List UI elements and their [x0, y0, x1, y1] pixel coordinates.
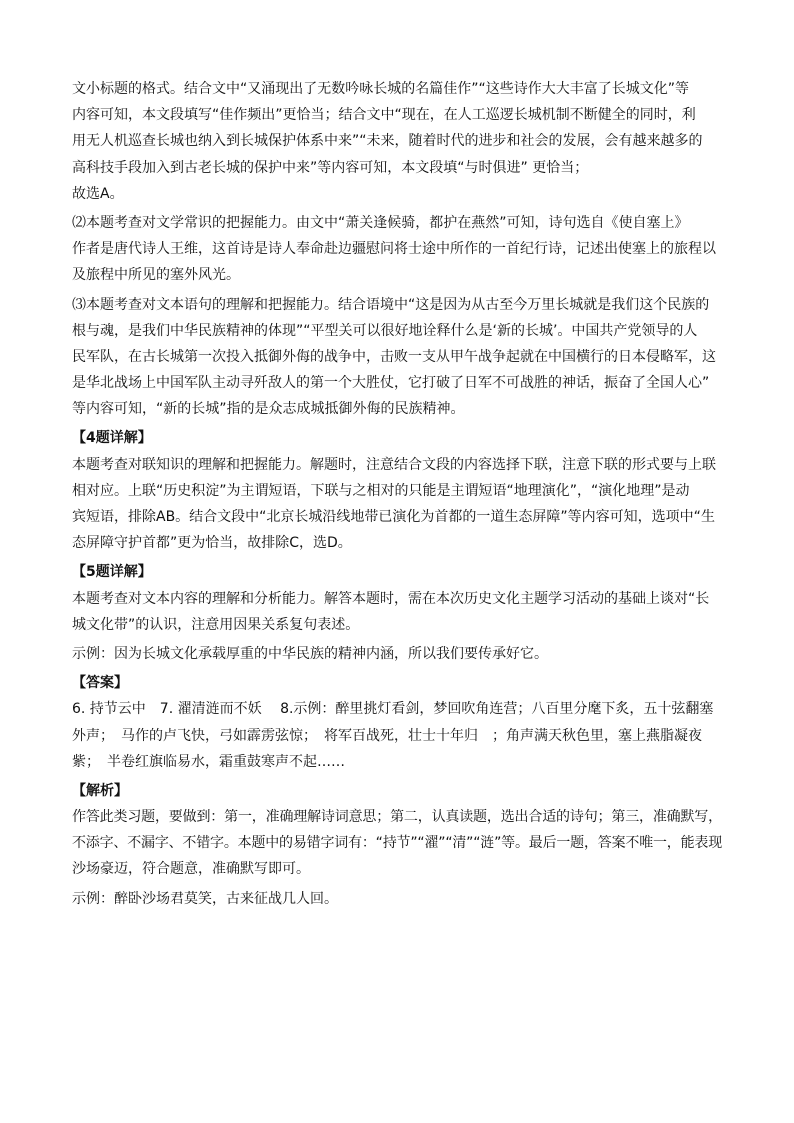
document-page	[72, 76, 722, 912]
text-line: 文小标题的格式。结合文中“又涌现出了无数吟咏长城的名篇佳作”“这些诗作大大丰富了长城文化”等	[72, 81, 690, 97]
text-line: 宾短语，排除AB。结合文段中“北京长城沿线地带已演化为首都的一道生态屏障”等内容可知，选项中“生	[72, 509, 715, 525]
text-line: 不添字、不漏字、不错字。本题中的易错字词有：“持节”“濯”“清”“涟”等。最后一题，答案不唯一，能表现	[72, 835, 723, 852]
text-line: 高科技手段加入到古老长城的保护中来”等内容可知，本文段填“与时俱进” 更恰当；	[72, 159, 589, 176]
text-line: 外声； 马作的卢飞快，弓如霹雳弦惊； 将军百战死，壮士十年归 ；角声满天秋色里，塞上燕脂凝夜	[72, 727, 702, 744]
text-line: 等内容可知，“新的长城”指的是众志成城抵御外侮的民族精神。	[72, 401, 465, 418]
text-line: 故选A。	[72, 185, 124, 202]
text-line: ⑵本题考查对文学常识的把握能力。由文中“萧关逢候骑，都护在燕然”可知，诗句选自《使自塞上》	[72, 214, 689, 231]
text-line: 相对应。上联“历史积淀”为主谓短语，下联与之相对的只能是主谓短语“地理演化”，“演化地理”是动	[72, 482, 690, 499]
text-line: 态屏障守护首都”更为恰当，故排除C，选D。	[72, 535, 352, 552]
text-line: 根与魂，是我们中华民族精神的体现”“平型关可以很好地诠释什么是‘新的长城’。中国共产党领导的人	[72, 322, 698, 339]
text-line: 作者是唐代诗人王维，这首诗是诗人奉命赴边疆慰问将士途中所作的一首纪行诗，记述出使塞上的旅程以	[72, 241, 716, 258]
text-line: 用无人机巡查长城也纳入到长城保护体系中来”“未来，随着时代的进步和社会的发展，会有越来越多的	[72, 133, 703, 150]
section-heading: 【5题详解】	[72, 564, 152, 581]
text-line: 是华北战场上中国军队主动寻歼敌人的第一个大胜仗，它打破了日军不可战胜的神话，振奋了全国人心”	[72, 375, 710, 392]
text-line: 6. 持节云中 7. 濯清涟而不妖 8.示例：醉里挑灯看剑，梦回吹角连营；八百里分麾下炙，五十弦翻塞	[72, 701, 714, 718]
text-line: 内容可知，本文段填写“佳作频出”更恰当；结合文中“现在，在人工巡逻长城机制不断健全的同时，利	[72, 107, 696, 124]
section-heading: 【解析】	[72, 782, 128, 799]
text-line: 沙场豪迈，符合题意，准确默写即可。	[72, 861, 310, 878]
text-line: 及旅程中所见的塞外风光。	[72, 267, 240, 284]
text-line: 本题考查对联知识的理解和把握能力。解题时，注意结合文段的内容选择下联，注意下联的形式要与上联	[72, 456, 716, 473]
text-line: 民军队，在古长城第一次投入抵御外侮的战争中，击败一支从甲午战争起就在中国横行的日本侵略军，这	[72, 348, 716, 365]
text-line: 示例：醉卧沙场君莫笑，古来征战几人回。	[72, 890, 338, 907]
section-heading: 【4题详解】	[72, 430, 152, 447]
section-heading: 【答案】	[72, 675, 128, 692]
text-line: 本题考查对文本内容的理解和分析能力。解答本题时，需在本次历史文化主题学习活动的基础上谈对“长	[72, 590, 710, 607]
text-line: ⑶本题考查对文本语句的理解和把握能力。结合语境中“这是因为从古至今万里长城就是我们这个民族的	[72, 296, 710, 313]
text-line: 示例：因为长城文化承载厚重的中华民族的精神内涵，所以我们要传承好它。	[72, 645, 548, 662]
text-line: 作答此类习题，要做到：第一，准确理解诗词意思；第二，认真读题，选出合适的诗句；第三，准确默写，	[72, 809, 722, 826]
text-line: 紫； 半卷红旗临易水，霜重鼓寒声不起……	[72, 753, 345, 770]
text-line: 城文化带”的认识，注意用因果关系复句表述。	[72, 616, 360, 633]
